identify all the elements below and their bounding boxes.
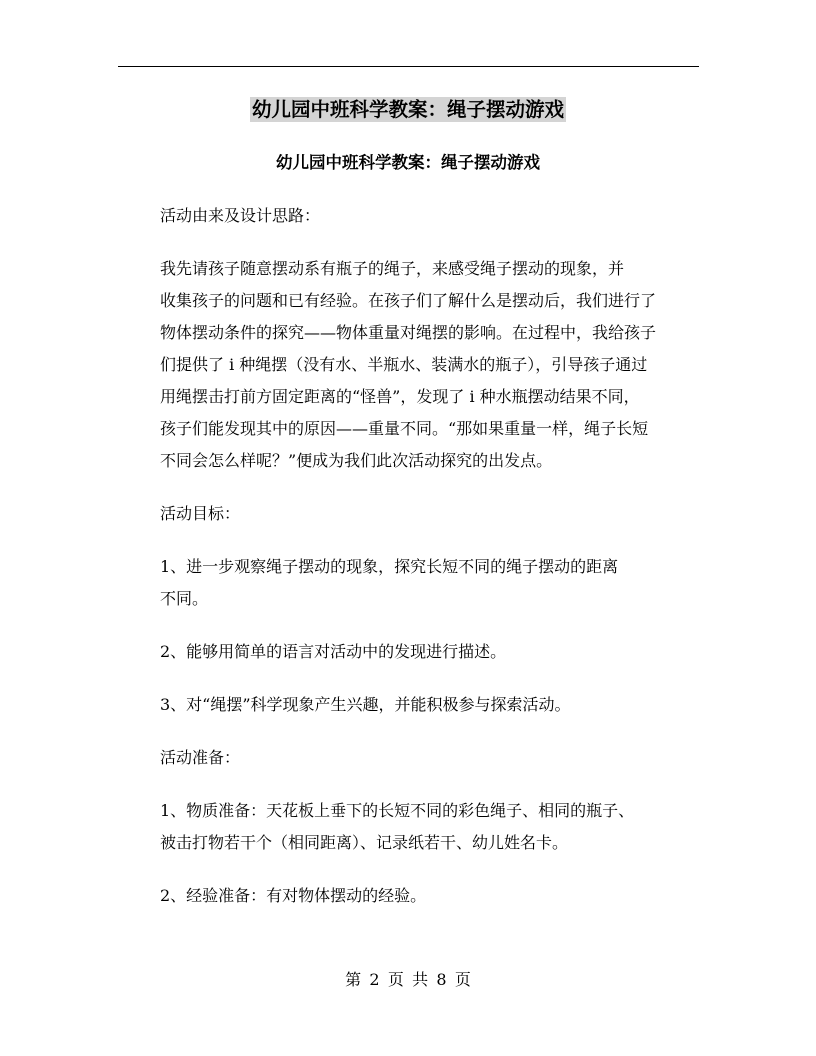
document-subtitle: 幼儿园中班科学教案：绳子摆动游戏 — [276, 153, 540, 172]
text-line: 不同。 — [160, 589, 209, 608]
text-line: 活动准备： — [160, 748, 241, 767]
document-title — [0, 96, 816, 124]
text-line: 1、物质准备：天花板上垂下的长短不同的彩色绳子、相同的瓶子、 — [160, 801, 635, 820]
paragraph-prep-material — [117, 795, 717, 859]
paragraph-goal-1 — [117, 551, 717, 615]
paragraph-prep-experience — [117, 880, 717, 912]
text-line: 2、能够用简单的语言对活动中的发现进行描述。 — [160, 642, 507, 661]
header-rule — [118, 66, 699, 67]
text-line: 用绳摆击打前方固定距离的“怪兽”，发现了 i 种水瓶摆动结果不同， — [160, 387, 640, 406]
text-line: 被击打物若干个（相同距离）、记录纸若干、幼儿姓名卡。 — [160, 833, 569, 852]
text-line: 们提供了 i 种绳摆（没有水、半瓶水、装满水的瓶子），引导孩子通过 — [160, 355, 648, 374]
document-body — [117, 200, 717, 933]
text-line: 活动由来及设计思路： — [160, 206, 321, 225]
text-line: 物体摆动条件的探究——物体重量对绳摆的影响。在过程中，我给孩子 — [160, 323, 657, 342]
text-line: 不同会怎么样呢？”便成为我们此次活动探究的出发点。 — [160, 451, 553, 470]
text-line: 孩子们能发现其中的原因——重量不同。“那如果重量一样，绳子长短 — [160, 419, 649, 438]
page-number-footer: 第 2 页 共 8 页 — [345, 970, 471, 989]
paragraph-prep-heading — [117, 742, 717, 774]
text-line: 收集孩子的问题和已有经验。在孩子们了解什么是摆动后，我们进行了 — [160, 291, 657, 310]
text-line: 活动目标： — [160, 504, 241, 523]
text-line: 1、进一步观察绳子摆动的现象，探究长短不同的绳子摆动的距离 — [160, 557, 619, 576]
paragraph-goal-3 — [117, 689, 717, 721]
paragraph-goal-2 — [117, 636, 717, 668]
text-line: 3、对“绳摆”科学现象产生兴趣，并能积极参与探索活动。 — [160, 695, 571, 714]
paragraph-design-heading — [117, 200, 717, 232]
text-line: 2、经验准备：有对物体摆动的经验。 — [160, 886, 427, 905]
text-line: 我先请孩子随意摆动系有瓶子的绳子，来感受绳子摆动的现象，并 — [160, 259, 625, 278]
paragraph-design-rationale — [117, 253, 717, 477]
paragraph-goals-heading — [117, 498, 717, 530]
document-title-text: 幼儿园中班科学教案：绳子摆动游戏 — [251, 98, 564, 121]
